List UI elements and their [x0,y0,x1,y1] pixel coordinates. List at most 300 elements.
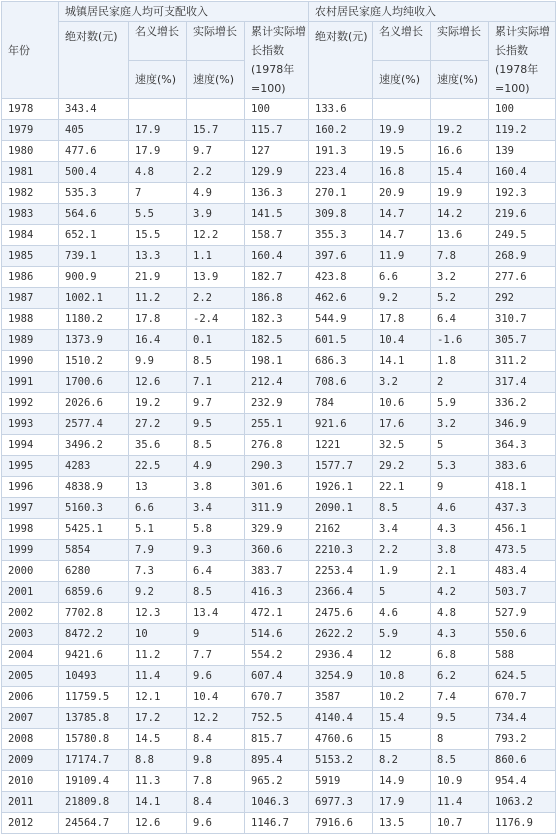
urban-absolute-cell: 535.3 [59,183,129,204]
urban-real-cell: 9.7 [187,141,245,162]
urban-real-cell: 0.1 [187,330,245,351]
rural-index-cell: 100 [489,99,556,120]
rural-nominal-cell: 15.4 [373,708,431,729]
urban-absolute-cell: 15780.8 [59,729,129,750]
urban-index-cell: 607.4 [245,666,309,687]
urban-real-cell: 6.4 [187,561,245,582]
year-cell: 1994 [2,435,59,456]
urban-real-cell: 5.8 [187,519,245,540]
rural-real-cell: 9.5 [431,708,489,729]
year-cell: 2007 [2,708,59,729]
urban-index-cell: 100 [245,99,309,120]
urban-nominal-cell: 14.5 [129,729,187,750]
rural-index-cell: 192.3 [489,183,556,204]
urban-income-header: 城镇居民家庭人均可支配收入 [59,2,309,22]
rural-index-cell: 219.6 [489,204,556,225]
urban-index-cell: 554.2 [245,645,309,666]
rural-absolute-cell: 2253.4 [309,561,373,582]
urban-nominal-cell: 12.1 [129,687,187,708]
table-row [2,225,556,246]
rural-absolute-cell: 2936.4 [309,645,373,666]
urban-absolute-cell: 500.4 [59,162,129,183]
rural-index-cell: 292 [489,288,556,309]
urban-nominal-cell: 35.6 [129,435,187,456]
rural-nominal-cell: 16.8 [373,162,431,183]
table-row [2,267,556,288]
rural-absolute-cell: 544.9 [309,309,373,330]
rural-real-cell: 8 [431,729,489,750]
rural-index-cell: 418.1 [489,477,556,498]
rural-real-cell: 5 [431,435,489,456]
rural-real-cell: 15.4 [431,162,489,183]
year-cell: 2008 [2,729,59,750]
table-row [2,519,556,540]
rural-real-cell: 5.9 [431,393,489,414]
urban-nominal-cell: 7.9 [129,540,187,561]
urban-index-cell: 416.3 [245,582,309,603]
table-row [2,582,556,603]
rural-nominal-cell: 3.2 [373,372,431,393]
year-cell: 1997 [2,498,59,519]
rural-nominal-cell: 2.2 [373,540,431,561]
rural-real-cell: 6.2 [431,666,489,687]
year-cell: 1978 [2,99,59,120]
year-cell: 1993 [2,414,59,435]
rural-nominal-cell: 4.6 [373,603,431,624]
urban-absolute-cell: 5425.1 [59,519,129,540]
rural-real-header: 实际增长 [431,22,489,61]
urban-index-cell: 1146.7 [245,813,309,834]
year-cell: 1981 [2,162,59,183]
rural-nominal-cell: 14.1 [373,351,431,372]
urban-absolute-cell: 343.4 [59,99,129,120]
rural-real-cell: 10.9 [431,771,489,792]
rural-real-cell: 13.6 [431,225,489,246]
rural-absolute-cell: 397.6 [309,246,373,267]
urban-index-cell: 752.5 [245,708,309,729]
urban-absolute-cell: 564.6 [59,204,129,225]
urban-index-cell: 129.9 [245,162,309,183]
urban-nominal-cell: 12.6 [129,372,187,393]
table-row [2,729,556,750]
rural-real-cell: 4.2 [431,582,489,603]
rural-real-cell: 7.8 [431,246,489,267]
urban-real-cell: 3.9 [187,204,245,225]
urban-index-cell: 895.4 [245,750,309,771]
year-cell: 2004 [2,645,59,666]
year-cell: 2002 [2,603,59,624]
rural-real-cell: 3.2 [431,414,489,435]
table-row [2,708,556,729]
urban-nominal-cell: 17.8 [129,309,187,330]
urban-absolute-cell: 2577.4 [59,414,129,435]
rural-index-cell: 249.5 [489,225,556,246]
urban-real-cell: 7.8 [187,771,245,792]
rural-real-cell: 16.6 [431,141,489,162]
rural-nominal-cell: 15 [373,729,431,750]
urban-absolute-cell: 11759.5 [59,687,129,708]
rural-absolute-cell: 4140.4 [309,708,373,729]
rural-real-cell: 4.3 [431,519,489,540]
rural-real-cell: -1.6 [431,330,489,351]
rural-absolute-cell: 2475.6 [309,603,373,624]
rural-nominal-cell: 22.1 [373,477,431,498]
header-row-columns [2,22,556,61]
urban-absolute-cell: 1510.2 [59,351,129,372]
urban-nominal-cell: 11.3 [129,771,187,792]
urban-real-cell: 8.4 [187,792,245,813]
urban-real-cell: 8.5 [187,351,245,372]
rural-nominal-cell: 20.9 [373,183,431,204]
table-row [2,813,556,834]
rural-nominal-cell: 10.2 [373,687,431,708]
rural-real-cell: 3.8 [431,540,489,561]
rural-real-cell: 7.4 [431,687,489,708]
rural-real-cell: 2.1 [431,561,489,582]
table-row [2,603,556,624]
urban-absolute-cell: 13785.8 [59,708,129,729]
table-row [2,309,556,330]
urban-nominal-cell: 19.2 [129,393,187,414]
rural-nominal-cell: 1.9 [373,561,431,582]
year-cell: 1991 [2,372,59,393]
rural-absolute-cell: 921.6 [309,414,373,435]
rural-nominal-cell: 8.5 [373,498,431,519]
rural-absolute-cell: 160.2 [309,120,373,141]
urban-real-cell: 3.8 [187,477,245,498]
table-row [2,141,556,162]
urban-index-cell: 182.5 [245,330,309,351]
urban-real-cell: 9.6 [187,813,245,834]
urban-nominal-cell: 17.2 [129,708,187,729]
urban-index-cell: 276.8 [245,435,309,456]
urban-index-cell: 212.4 [245,372,309,393]
rural-absolute-cell: 309.8 [309,204,373,225]
urban-real-unit: 速度(%) [187,60,245,99]
rural-real-cell: 4.3 [431,624,489,645]
rural-index-cell: 160.4 [489,162,556,183]
rural-index-cell: 670.7 [489,687,556,708]
urban-index-cell: 360.6 [245,540,309,561]
rural-nominal-cell: 13.5 [373,813,431,834]
urban-absolute-header: 绝对数(元) [59,22,129,99]
urban-absolute-cell: 1002.1 [59,288,129,309]
table-row [2,540,556,561]
urban-real-cell: 9.3 [187,540,245,561]
rural-nominal-cell: 14.7 [373,204,431,225]
urban-absolute-cell: 10493 [59,666,129,687]
rural-absolute-cell: 355.3 [309,225,373,246]
table-row [2,561,556,582]
rural-nominal-cell: 29.2 [373,456,431,477]
urban-nominal-cell: 27.2 [129,414,187,435]
rural-absolute-cell: 784 [309,393,373,414]
rural-real-cell: 3.2 [431,267,489,288]
table-row [2,414,556,435]
rural-index-cell: 734.4 [489,708,556,729]
rural-index-cell: 1176.9 [489,813,556,834]
rural-real-cell: 5.2 [431,288,489,309]
rural-absolute-cell: 133.6 [309,99,373,120]
urban-real-cell: 12.2 [187,708,245,729]
year-header: 年份 [2,2,59,99]
table-row [2,246,556,267]
rural-absolute-cell: 2090.1 [309,498,373,519]
urban-absolute-cell: 17174.7 [59,750,129,771]
urban-nominal-cell: 17.9 [129,120,187,141]
rural-index-cell: 954.4 [489,771,556,792]
table-row [2,120,556,141]
urban-real-cell: 7.1 [187,372,245,393]
year-cell: 1980 [2,141,59,162]
urban-index-cell: 472.1 [245,603,309,624]
rural-absolute-cell: 708.6 [309,372,373,393]
rural-nominal-cell: 17.8 [373,309,431,330]
urban-absolute-cell: 9421.6 [59,645,129,666]
income-table [1,1,556,834]
table-row [2,99,556,120]
table-body [2,99,556,834]
rural-real-cell: 1.8 [431,351,489,372]
year-cell: 1988 [2,309,59,330]
urban-real-cell: 8.5 [187,435,245,456]
year-cell: 1987 [2,288,59,309]
urban-index-cell: 198.1 [245,351,309,372]
urban-absolute-cell: 19109.4 [59,771,129,792]
urban-real-cell: 12.2 [187,225,245,246]
rural-nominal-unit: 速度(%) [373,60,431,99]
year-cell: 1998 [2,519,59,540]
urban-index-cell: 301.6 [245,477,309,498]
urban-nominal-cell: 12.6 [129,813,187,834]
urban-absolute-cell: 477.6 [59,141,129,162]
urban-real-header: 实际增长 [187,22,245,61]
urban-index-cell: 514.6 [245,624,309,645]
urban-absolute-cell: 1373.9 [59,330,129,351]
rural-nominal-cell: 5 [373,582,431,603]
urban-index-cell: 127 [245,141,309,162]
rural-real-cell: 14.2 [431,204,489,225]
year-cell: 1989 [2,330,59,351]
year-cell: 2005 [2,666,59,687]
rural-index-cell: 588 [489,645,556,666]
table-row [2,183,556,204]
year-cell: 1990 [2,351,59,372]
urban-real-cell: 7.7 [187,645,245,666]
rural-absolute-cell: 5153.2 [309,750,373,771]
urban-real-cell: 3.4 [187,498,245,519]
rural-absolute-cell: 270.1 [309,183,373,204]
table-row [2,645,556,666]
rural-index-header: 累计实际增长指数(1978年=100) [489,22,556,99]
rural-absolute-cell: 2162 [309,519,373,540]
table-row [2,372,556,393]
urban-nominal-cell: 4.8 [129,162,187,183]
urban-real-cell: 9 [187,624,245,645]
rural-absolute-cell: 191.3 [309,141,373,162]
rural-index-cell: 336.2 [489,393,556,414]
table-row [2,666,556,687]
year-cell: 1986 [2,267,59,288]
year-cell: 1983 [2,204,59,225]
rural-nominal-cell: 10.8 [373,666,431,687]
rural-index-cell: 317.4 [489,372,556,393]
rural-nominal-cell: 10.4 [373,330,431,351]
urban-nominal-cell: 22.5 [129,456,187,477]
rural-real-cell: 6.8 [431,645,489,666]
rural-absolute-cell: 1577.7 [309,456,373,477]
urban-nominal-cell: 8.8 [129,750,187,771]
table-row [2,330,556,351]
urban-absolute-cell: 2026.6 [59,393,129,414]
rural-nominal-cell: 9.2 [373,288,431,309]
urban-index-cell: 311.9 [245,498,309,519]
urban-index-cell: 815.7 [245,729,309,750]
rural-nominal-cell: 32.5 [373,435,431,456]
urban-absolute-cell: 21809.8 [59,792,129,813]
urban-nominal-cell [129,99,187,120]
header-row-groups [2,2,556,22]
urban-nominal-cell: 6.6 [129,498,187,519]
year-cell: 2011 [2,792,59,813]
rural-nominal-cell: 5.9 [373,624,431,645]
rural-real-cell [431,99,489,120]
table-row [2,498,556,519]
year-cell: 2006 [2,687,59,708]
rural-real-cell: 4.6 [431,498,489,519]
urban-absolute-cell: 4283 [59,456,129,477]
urban-nominal-cell: 7 [129,183,187,204]
rural-index-cell: 119.2 [489,120,556,141]
urban-real-cell: 9.8 [187,750,245,771]
urban-real-cell: 1.1 [187,246,245,267]
urban-nominal-cell: 9.9 [129,351,187,372]
rural-absolute-cell: 2366.4 [309,582,373,603]
urban-absolute-cell: 1180.2 [59,309,129,330]
urban-real-cell: 9.5 [187,414,245,435]
year-cell: 2003 [2,624,59,645]
urban-real-cell: 9.7 [187,393,245,414]
urban-nominal-cell: 11.4 [129,666,187,687]
urban-index-cell: 965.2 [245,771,309,792]
table-row [2,435,556,456]
urban-real-cell: 4.9 [187,183,245,204]
urban-absolute-cell: 8472.2 [59,624,129,645]
urban-real-cell: 4.9 [187,456,245,477]
rural-absolute-cell: 423.8 [309,267,373,288]
table-row [2,162,556,183]
table-row [2,750,556,771]
rural-index-cell: 456.1 [489,519,556,540]
table-row [2,456,556,477]
rural-nominal-cell: 10.6 [373,393,431,414]
year-cell: 2001 [2,582,59,603]
rural-index-cell: 346.9 [489,414,556,435]
urban-index-cell: 329.9 [245,519,309,540]
rural-real-cell: 10.7 [431,813,489,834]
rural-index-cell: 364.3 [489,435,556,456]
urban-index-cell: 290.3 [245,456,309,477]
rural-income-header: 农村居民家庭人均纯收入 [309,2,556,22]
urban-absolute-cell: 5160.3 [59,498,129,519]
rural-index-cell: 793.2 [489,729,556,750]
urban-absolute-cell: 1700.6 [59,372,129,393]
rural-absolute-header: 绝对数(元) [309,22,373,99]
urban-index-header: 累计实际增长指数(1978年=100) [245,22,309,99]
rural-nominal-cell [373,99,431,120]
rural-nominal-cell: 17.9 [373,792,431,813]
rural-index-cell: 483.4 [489,561,556,582]
urban-absolute-cell: 900.9 [59,267,129,288]
rural-index-cell: 473.5 [489,540,556,561]
urban-nominal-cell: 5.1 [129,519,187,540]
rural-index-cell: 527.9 [489,603,556,624]
year-cell: 1995 [2,456,59,477]
year-cell: 1982 [2,183,59,204]
rural-real-cell: 8.5 [431,750,489,771]
urban-index-cell: 115.7 [245,120,309,141]
urban-absolute-cell: 6280 [59,561,129,582]
urban-nominal-cell: 12.3 [129,603,187,624]
urban-real-cell: -2.4 [187,309,245,330]
urban-index-cell: 136.3 [245,183,309,204]
rural-index-cell: 139 [489,141,556,162]
year-cell: 1992 [2,393,59,414]
rural-index-cell: 311.2 [489,351,556,372]
urban-nominal-cell: 10 [129,624,187,645]
table-row [2,288,556,309]
table-row [2,393,556,414]
table-row [2,477,556,498]
rural-index-cell: 624.5 [489,666,556,687]
year-cell: 1999 [2,540,59,561]
urban-absolute-cell: 5854 [59,540,129,561]
urban-absolute-cell: 6859.6 [59,582,129,603]
urban-index-cell: 182.7 [245,267,309,288]
year-cell: 1979 [2,120,59,141]
rural-index-cell: 437.3 [489,498,556,519]
year-cell: 1996 [2,477,59,498]
table-row [2,687,556,708]
rural-nominal-cell: 11.9 [373,246,431,267]
rural-absolute-cell: 1926.1 [309,477,373,498]
urban-real-cell: 2.2 [187,288,245,309]
urban-real-cell: 13.9 [187,267,245,288]
urban-index-cell: 255.1 [245,414,309,435]
urban-real-cell: 8.5 [187,582,245,603]
rural-absolute-cell: 5919 [309,771,373,792]
rural-nominal-header: 名义增长 [373,22,431,61]
rural-absolute-cell: 6977.3 [309,792,373,813]
rural-absolute-cell: 7916.6 [309,813,373,834]
rural-real-cell: 19.2 [431,120,489,141]
rural-nominal-cell: 8.2 [373,750,431,771]
table-row [2,771,556,792]
urban-real-cell: 13.4 [187,603,245,624]
rural-real-cell: 9 [431,477,489,498]
rural-nominal-cell: 17.6 [373,414,431,435]
year-cell: 1984 [2,225,59,246]
rural-index-cell: 860.6 [489,750,556,771]
rural-absolute-cell: 462.6 [309,288,373,309]
urban-nominal-cell: 5.5 [129,204,187,225]
urban-absolute-cell: 405 [59,120,129,141]
year-cell: 2012 [2,813,59,834]
rural-absolute-cell: 3587 [309,687,373,708]
rural-real-cell: 6.4 [431,309,489,330]
rural-index-cell: 305.7 [489,330,556,351]
rural-index-cell: 383.6 [489,456,556,477]
